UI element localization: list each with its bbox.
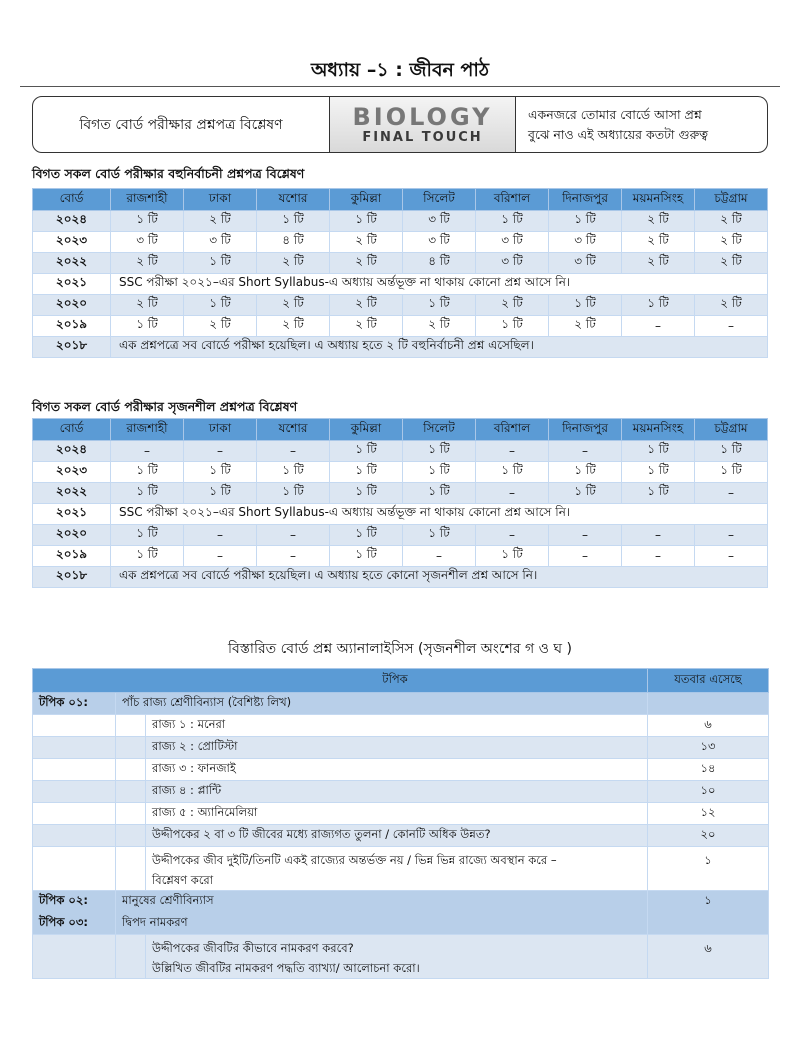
count-cell: – — [622, 316, 695, 337]
topic-count — [648, 693, 769, 715]
count-cell: ১ টি — [403, 525, 476, 546]
table-header-row — [33, 189, 768, 211]
count-cell: – — [622, 525, 695, 546]
topic-name: মানুষের শ্রেণীবিন্যাস — [116, 891, 648, 913]
detail-section-title: বিস্তারিত বোর্ড প্রশ্ন অ্যানালাইসিস (সৃজনশীল অংশের গ ও ঘ ) — [228, 641, 572, 657]
table-row — [33, 546, 768, 567]
count-cell: ২ টি — [257, 253, 330, 274]
count-cell: – — [549, 525, 622, 546]
year-cell: ২০১৮ — [33, 567, 111, 588]
banner-left-text: বিগত বোর্ড পরীক্ষার প্রশ্নপত্র বিশ্লেষণ — [79, 116, 283, 133]
count-cell: ১ টি — [476, 211, 549, 232]
count-cell: ৩ টি — [476, 253, 549, 274]
count-cell: ১ টি — [184, 295, 257, 316]
count-cell: ২ টি — [330, 232, 403, 253]
count-cell: ১ টি — [476, 462, 549, 483]
header-board-name: চট্টগ্রাম — [695, 189, 768, 211]
count-cell: ২ টি — [476, 295, 549, 316]
count-cell: – — [257, 441, 330, 462]
topic-row — [33, 891, 769, 913]
count-cell: ১ টি — [330, 441, 403, 462]
count-cell: ১ টি — [111, 211, 184, 232]
empty-cell — [33, 737, 116, 759]
subtopic-text: রাজ্য ৫ : অ্যানিমেলিয়া — [146, 803, 648, 825]
subtopic-line-1: উদ্দীপকের জীব দুইটি/তিনটি একই রাজ্যের অন্তর্ভক্ত নয় / ভিন্ন ভিন্ন রাজ্যে অবস্থান করে – — [152, 853, 557, 867]
empty-cell — [116, 803, 146, 825]
count-cell: ৩ টি — [476, 232, 549, 253]
count-cell: ১ টি — [330, 462, 403, 483]
header-board-name: সিলেট — [403, 189, 476, 211]
header-board-name: বরিশাল — [476, 189, 549, 211]
count-cell: – — [476, 525, 549, 546]
header-board: বোর্ড — [33, 419, 111, 441]
count-cell: – — [184, 546, 257, 567]
count-cell: ৪ টি — [257, 232, 330, 253]
banner-right-line-1: একনজরে তোমার বোর্ডে আসা প্রশ্ন — [528, 106, 702, 122]
count-cell: ১ টি — [111, 546, 184, 567]
year-cell: ২০২০ — [33, 295, 111, 316]
subtopic-row — [33, 715, 769, 737]
year-cell: ২০২২ — [33, 483, 111, 504]
count-cell: ২ টি — [622, 211, 695, 232]
header-board-name: কুমিল্লা — [330, 189, 403, 211]
year-cell: ২০২১ — [33, 274, 111, 295]
subtopic-row — [33, 737, 769, 759]
table-row — [33, 316, 768, 337]
count-cell: ৪ টি — [403, 253, 476, 274]
count-cell: ২ টি — [695, 211, 768, 232]
subtopic-text — [146, 847, 648, 891]
table-row — [33, 274, 768, 295]
count-cell: – — [695, 316, 768, 337]
count-cell: ১ টি — [330, 483, 403, 504]
logo-line-1: BIOLOGY — [352, 102, 493, 131]
subtopic-text: উদ্দীপকের ২ বা ৩ টি জীবের মধ্যে রাজ্যগত তুলনা / কোনটি অধিক উন্নত? — [146, 825, 648, 847]
count-cell: ২ টি — [111, 253, 184, 274]
table-row — [33, 567, 768, 588]
topic-row — [33, 913, 769, 935]
empty-cell — [116, 825, 146, 847]
header-board-name: ময়মনসিংহ — [622, 419, 695, 441]
count-cell: ১ টি — [330, 211, 403, 232]
year-cell: ২০২১ — [33, 504, 111, 525]
count-cell: ১ টি — [111, 483, 184, 504]
subtopic-text: রাজ্য ৩ : ফানজাই — [146, 759, 648, 781]
header-board-name: বরিশাল — [476, 419, 549, 441]
count-cell: ২ টি — [403, 316, 476, 337]
topic-count — [648, 913, 769, 935]
count-cell: ১ টি — [622, 462, 695, 483]
year-cell: ২০২৩ — [33, 462, 111, 483]
topic-label: টপিক ০১: — [33, 693, 116, 715]
table-row — [33, 253, 768, 274]
year-cell: ২০১৯ — [33, 546, 111, 567]
topic-analysis-table — [32, 668, 769, 979]
count-cell: ৩ টি — [549, 253, 622, 274]
topic-name: দ্বিপদ নামকরণ — [116, 913, 648, 935]
count-cell: ১ টি — [403, 441, 476, 462]
empty-cell — [33, 825, 116, 847]
table-row — [33, 462, 768, 483]
subtopic-line-2: বিশ্লেষণ করো — [152, 873, 214, 887]
biology-final-touch-logo — [329, 97, 516, 152]
subtopic-text — [146, 935, 648, 979]
header-board-name: দিনাজপুর — [549, 189, 622, 211]
empty-cell — [33, 759, 116, 781]
count-cell: ১ টি — [111, 525, 184, 546]
year-cell: ২০২৩ — [33, 232, 111, 253]
topic-row — [33, 693, 769, 715]
subtopic-row — [33, 935, 769, 979]
header-board: বোর্ড — [33, 189, 111, 211]
count-cell: – — [111, 441, 184, 462]
table-row — [33, 483, 768, 504]
count-cell: ১ টি — [330, 525, 403, 546]
header-board-name: ময়মনসিংহ — [622, 189, 695, 211]
year-cell: ২০২৪ — [33, 211, 111, 232]
note-cell: এক প্রশ্নপত্রে সব বোর্ডে পরীক্ষা হয়েছিল। এ অধ্যায় হতে কোনো সৃজনশীল প্রশ্ন আসে নি। — [111, 567, 768, 588]
subtopic-line-2: উল্লিখিত জীবটির নামকরণ পদ্ধতি ব্যাখ্যা/ আলোচনা করো। — [152, 961, 420, 975]
count-cell: – — [476, 483, 549, 504]
header-board-name: সিলেট — [403, 419, 476, 441]
title-divider — [20, 86, 780, 87]
count-cell: ২ টি — [184, 316, 257, 337]
header-count: যতবার এসেছে — [648, 669, 769, 693]
header-board-name: দিনাজপুর — [549, 419, 622, 441]
count-cell: ২ টি — [257, 295, 330, 316]
count-cell: ২ টি — [695, 295, 768, 316]
subtopic-row — [33, 825, 769, 847]
count-cell: ৩ টি — [184, 232, 257, 253]
header-board-name: ঢাকা — [184, 189, 257, 211]
subtopic-count: ৬ — [648, 935, 769, 979]
logo-line-2: FINAL TOUCH — [362, 129, 483, 145]
count-cell: ২ টি — [622, 253, 695, 274]
subtopic-count: ১৪ — [648, 759, 769, 781]
empty-cell — [116, 737, 146, 759]
note-cell: SSC পরীক্ষা ২০২১–এর Short Syllabus-এ অধ্যায় অর্ন্তভূক্ত না থাকায় কোনো প্রশ্ন আসে নি। — [111, 504, 768, 525]
count-cell: ২ টি — [330, 316, 403, 337]
empty-cell — [33, 803, 116, 825]
year-cell: ২০২৪ — [33, 441, 111, 462]
subtopic-count: ২০ — [648, 825, 769, 847]
count-cell: ৩ টি — [111, 232, 184, 253]
count-cell: ২ টি — [622, 232, 695, 253]
header-board-name: ঢাকা — [184, 419, 257, 441]
count-cell: ১ টি — [695, 441, 768, 462]
header-topic: টপিক — [33, 669, 648, 693]
empty-cell — [116, 759, 146, 781]
table-row — [33, 295, 768, 316]
count-cell: ১ টি — [403, 295, 476, 316]
count-cell: ১ টি — [622, 295, 695, 316]
header-board-name: রাজশাহী — [111, 189, 184, 211]
empty-cell — [116, 935, 146, 979]
header-board-name: রাজশাহী — [111, 419, 184, 441]
count-cell: ১ টি — [257, 462, 330, 483]
subtopic-count: ১২ — [648, 803, 769, 825]
count-cell: ২ টি — [184, 211, 257, 232]
subtopic-line-1: উদ্দীপকের জীবটির কীভাবে নামকরণ করবে? — [152, 941, 354, 955]
table-row — [33, 232, 768, 253]
count-cell: ২ টি — [695, 232, 768, 253]
empty-cell — [116, 847, 146, 891]
empty-cell — [33, 715, 116, 737]
table-row — [33, 525, 768, 546]
count-cell: ২ টি — [695, 253, 768, 274]
count-cell: ১ টি — [184, 253, 257, 274]
subtopic-text: রাজ্য ২ : প্রোটিস্টা — [146, 737, 648, 759]
subtopic-row — [33, 803, 769, 825]
table-header-row — [33, 419, 768, 441]
banner-right-text — [516, 97, 767, 152]
topic-label: টপিক ০২: — [33, 891, 116, 913]
count-cell: – — [257, 525, 330, 546]
year-cell: ২০২০ — [33, 525, 111, 546]
header-board-name: যশোর — [257, 419, 330, 441]
table-row — [33, 337, 768, 358]
count-cell: ১ টি — [622, 483, 695, 504]
count-cell: – — [549, 546, 622, 567]
subtopic-text: রাজ্য ৪ : প্লান্টি — [146, 781, 648, 803]
subtopic-row — [33, 847, 769, 891]
count-cell: ১ টি — [184, 483, 257, 504]
count-cell: ১ টি — [330, 546, 403, 567]
count-cell: ১ টি — [549, 211, 622, 232]
subtopic-count: ১৩ — [648, 737, 769, 759]
banner-right-line-2: বুঝে নাও এই অধ্যায়ের কতটা গুরুত্ব — [528, 126, 709, 142]
count-cell: ২ টি — [330, 295, 403, 316]
count-cell: ১ টি — [111, 316, 184, 337]
topic-count: ১ — [648, 891, 769, 913]
table-row — [33, 504, 768, 525]
subtopic-text: রাজ্য ১ : মনেরা — [146, 715, 648, 737]
count-cell: ১ টি — [695, 462, 768, 483]
count-cell: ৩ টি — [549, 232, 622, 253]
count-cell: – — [184, 441, 257, 462]
note-cell: এক প্রশ্নপত্রে সব বোর্ডে পরীক্ষা হয়েছিল। এ অধ্যায় হতে ২ টি বহুনির্বাচনী প্রশ্ন এসেছিল। — [111, 337, 768, 358]
table-row — [33, 441, 768, 462]
count-cell: ১ টি — [184, 462, 257, 483]
count-cell: ১ টি — [622, 441, 695, 462]
count-cell: ১ টি — [111, 462, 184, 483]
count-cell: ১ টি — [476, 316, 549, 337]
count-cell: ১ টি — [549, 295, 622, 316]
count-cell: – — [257, 546, 330, 567]
subtopic-count: ৬ — [648, 715, 769, 737]
count-cell: – — [622, 546, 695, 567]
count-cell: – — [695, 483, 768, 504]
count-cell: ১ টি — [403, 462, 476, 483]
count-cell: ২ টি — [111, 295, 184, 316]
count-cell: – — [476, 441, 549, 462]
count-cell: ৩ টি — [403, 211, 476, 232]
year-cell: ২০২২ — [33, 253, 111, 274]
count-cell: ২ টি — [257, 316, 330, 337]
count-cell: ১ টি — [403, 483, 476, 504]
cq-section-heading: বিগত সকল বোর্ড পরীক্ষার সৃজনশীল প্রশ্নপত্র বিশ্লেষণ — [32, 399, 298, 414]
count-cell: ১ টি — [549, 483, 622, 504]
subtopic-count: ১ — [648, 847, 769, 891]
count-cell: ১ টি — [549, 462, 622, 483]
note-cell: SSC পরীক্ষা ২০২১–এর Short Syllabus-এ অধ্যায় অর্ন্তভূক্ত না থাকায় কোনো প্রশ্ন আসে নি। — [111, 274, 768, 295]
count-cell: ১ টি — [257, 483, 330, 504]
empty-cell — [33, 847, 116, 891]
chapter-title: অধ্যায় –১ : জীবন পাঠ — [310, 59, 490, 81]
count-cell: – — [549, 441, 622, 462]
header-board-name: কুমিল্লা — [330, 419, 403, 441]
empty-cell — [33, 781, 116, 803]
year-cell: ২০১৯ — [33, 316, 111, 337]
count-cell: ২ টি — [549, 316, 622, 337]
table-header-row — [33, 669, 769, 693]
count-cell: – — [403, 546, 476, 567]
topic-name: পাঁচ রাজ্য শ্রেণীবিন্যাস (বৈশিষ্ট্য লিখ) — [116, 693, 648, 715]
header-banner — [32, 96, 768, 153]
count-cell: ৩ টি — [403, 232, 476, 253]
topic-label: টপিক ০৩: — [33, 913, 116, 935]
count-cell: – — [695, 546, 768, 567]
empty-cell — [33, 935, 116, 979]
subtopic-row — [33, 781, 769, 803]
subtopic-count: ১০ — [648, 781, 769, 803]
mcq-analysis-table — [32, 188, 768, 358]
count-cell: – — [184, 525, 257, 546]
empty-cell — [116, 781, 146, 803]
header-board-name: যশোর — [257, 189, 330, 211]
empty-cell — [116, 715, 146, 737]
table-row — [33, 211, 768, 232]
count-cell: ১ টি — [257, 211, 330, 232]
count-cell: ১ টি — [476, 546, 549, 567]
header-board-name: চট্টগ্রাম — [695, 419, 768, 441]
count-cell: – — [695, 525, 768, 546]
year-cell: ২০১৮ — [33, 337, 111, 358]
mcq-section-heading: বিগত সকল বোর্ড পরীক্ষার বহুনির্বাচনী প্রশ্নপত্র বিশ্লেষণ — [32, 166, 305, 181]
cq-analysis-table — [32, 418, 768, 588]
count-cell: ২ টি — [330, 253, 403, 274]
subtopic-row — [33, 759, 769, 781]
